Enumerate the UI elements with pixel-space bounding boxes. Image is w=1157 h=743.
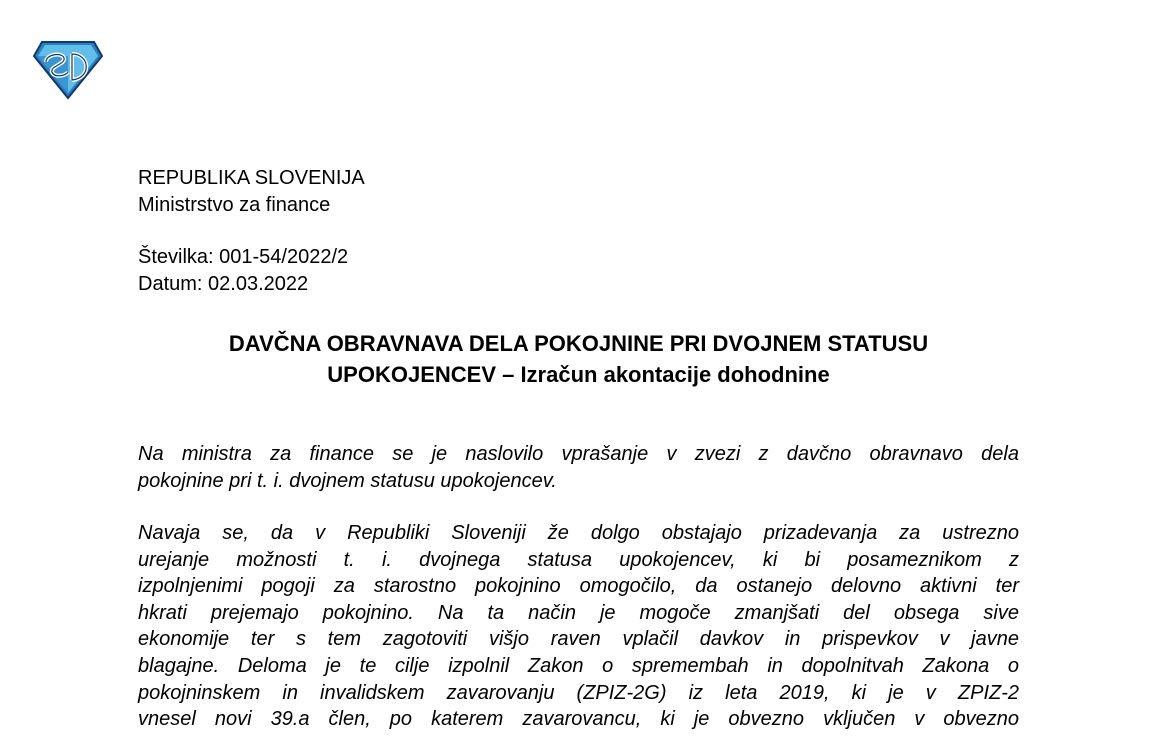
ministry-name: Ministrstvo za finance (138, 194, 331, 216)
title-line-1: DAVČNA OBRAVNAVA DELA POKOJNINE PRI DVOJNEM STATUSU (228, 331, 929, 356)
paragraph-line: urejanje možnosti t. i. dvojnega statusa upokojencev, ki bi posameznikom z (138, 548, 1019, 571)
ministry-logo-icon (32, 40, 104, 100)
paragraph-intro (138, 441, 1019, 494)
document-reference (138, 244, 348, 298)
paragraph-line: vnesel novi 39.a člen, po katerem zavarovancu, ki je obvezno vključen v obvezno (138, 708, 1019, 731)
paragraph-body (138, 520, 1019, 733)
document-number: Številka: 001-54/2022/2 (138, 246, 349, 268)
document-title (138, 328, 1019, 390)
paragraph-line: Navaja se, da v Republiki Sloveniji že dolgo obstajajo prizadevanja za ustrezno (138, 522, 1019, 544)
org-name: REPUBLIKA SLOVENIJA (138, 167, 365, 189)
paragraph-line: Na ministra za finance se je naslovilo vprašanje v zvezi z davčno obravnavo dela (138, 443, 1019, 465)
paragraph-line: ekonomije ter s tem zagotoviti višjo raven vplačil davkov in prispevkov v javne (138, 628, 1019, 651)
paragraph-line: blagajne. Deloma je te cilje izpolnil Zakon o spremembah in dopolnitvah Zakona o (138, 654, 1019, 677)
paragraph-line: pokojnine pri t. i. dvojnem statusu upokojencev. (138, 469, 557, 492)
organization-header (138, 165, 365, 219)
paragraph-line: hkrati prejemajo pokojnino. Na ta način je mogoče zmanjšati del obsega sive (138, 601, 1019, 624)
document-date: Datum: 02.03.2022 (138, 273, 309, 295)
paragraph-line: pokojninskem in invalidskem zavarovanju (ZPIZ-2G) iz leta 2019, ki je v ZPIZ-2 (138, 681, 1019, 704)
paragraph-line: izpolnjenimi pogoji za starostno pokojnino omogočilo, da ostanejo delovno aktivni ter (138, 575, 1019, 598)
title-line-2: UPOKOJENCEV – Izračun akontacije dohodnine (327, 362, 830, 387)
